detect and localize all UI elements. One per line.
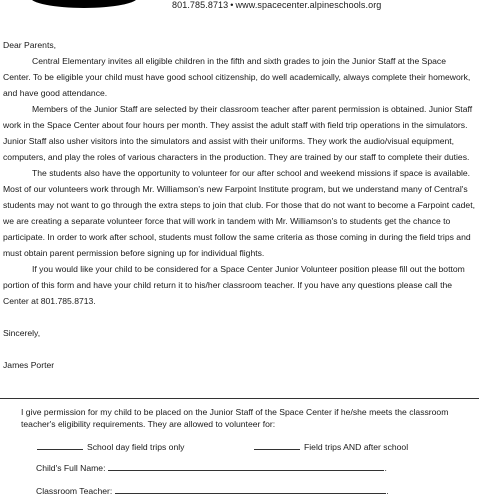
letter-body	[3, 37, 475, 373]
child-name-terminator: .	[384, 463, 387, 473]
school-day-checkbox-line[interactable]	[37, 449, 83, 450]
option-after-school-label: Field trips AND after school	[304, 442, 409, 452]
paragraph-volunteer-opportunity: The students also have the opportunity to volunteer for our after school and weekend missions if space is available. Most of our volunteers work through Mr. Williamson's new Farpoint Institute program, but we understand many of Central's students may not want to go through the extra steps to join that club. For those that do not want to become a Farpoint cadet, we are creating a separate volunteer force that will work in tandem with Mr. Williamson's to students get the chance to participate. In order to work after school, students must follow the same criteria as those coming in during the field trips and must obtain parent permission before signing up for individual flights.	[3, 168, 475, 258]
after-school-checkbox-line[interactable]	[254, 449, 300, 450]
salutation: Dear Parents,	[3, 40, 57, 50]
option-after-school	[254, 442, 408, 452]
closing: Sincerely,	[3, 328, 41, 338]
header-phone: 801.785.8713	[172, 0, 229, 10]
teacher-label: Classroom Teacher:	[36, 486, 113, 496]
paragraph-junior-staff-duties: Members of the Junior Staff are selected by their classroom teacher after parent permission is obtained. Junior Staff work in the Space Center about four hours per month. They assist the adult staff with field trip operations in the simulators. Junior Staff also usher visitors into the simulators and assist with their uniforms. They work the audio/visual equipment, computers, and play the roles of various characters in the production. They are trained by our staff to complete their duties.	[3, 104, 473, 162]
teacher-field	[36, 486, 389, 496]
tear-off-divider	[0, 398, 479, 399]
permission-statement: I give permission for my child to be placed on the Junior Staff of the Space Center if he/she meets the classroom teacher's eligibility requirements. They are allowed to volunteer for:	[21, 407, 449, 429]
header-separator: •	[230, 0, 234, 10]
child-name-label: Child's Full Name:	[36, 463, 106, 473]
option-school-day-label: School day field trips only	[87, 442, 185, 452]
letterhead-contact	[172, 0, 381, 10]
option-school-day	[37, 442, 184, 452]
teacher-input-line[interactable]	[115, 493, 386, 494]
child-name-input-line[interactable]	[108, 470, 384, 471]
paragraph-how-to-apply: If you would like your child to be considered for a Space Center Junior Volunteer position please fill out the bottom portion of this form and have your child return it to his/her classroom teacher. If you have any questions please call the Center at 801.785.8713.	[3, 264, 465, 306]
paragraph-eligibility: Central Elementary invites all eligible children in the fifth and sixth grades to join the Junior Staff at the Space Center. To be eligible your child must have good school citizenship, do well academically, always complete their homework, and have good attendance.	[3, 56, 471, 98]
teacher-terminator: .	[386, 486, 389, 496]
child-name-field	[36, 463, 387, 473]
header-website-link[interactable]: www.spacecenter.alpineschools.org	[235, 0, 382, 10]
space-center-logo	[30, 0, 138, 8]
signature: James Porter	[3, 360, 55, 370]
